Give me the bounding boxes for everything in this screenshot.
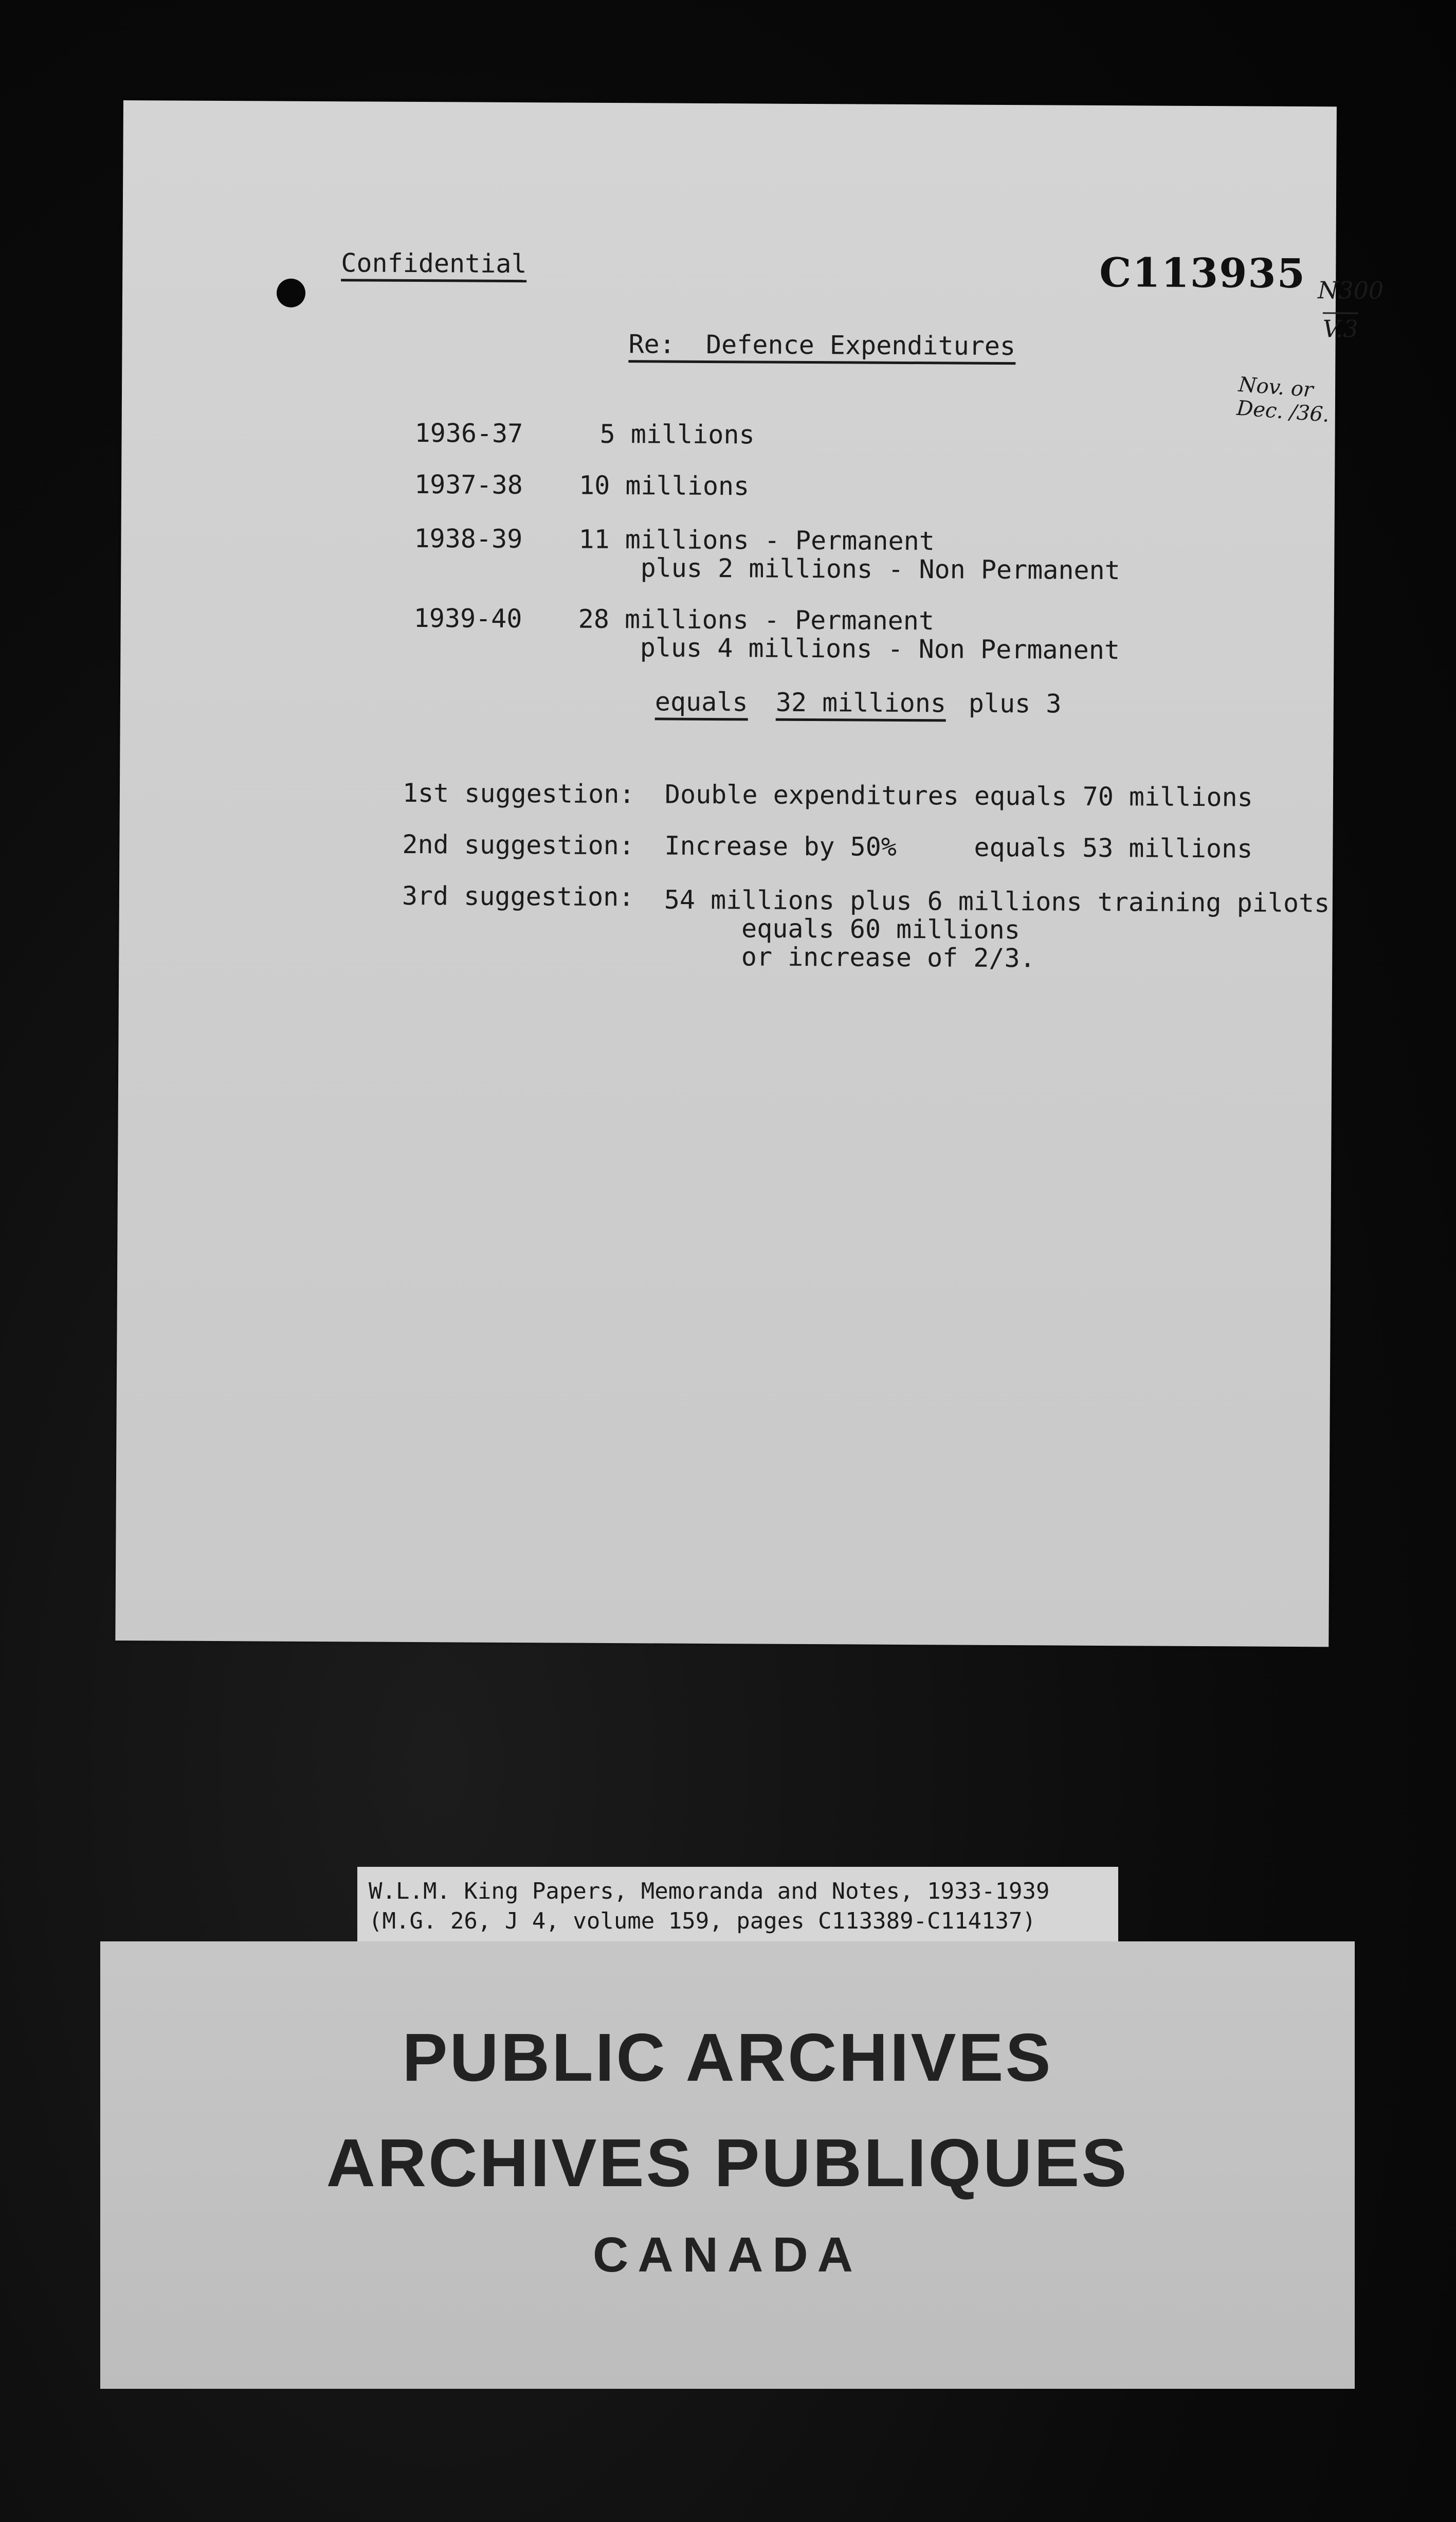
year-label: 1938-39 [414, 523, 523, 554]
plate-title-english: PUBLIC ARCHIVES [402, 2020, 1053, 2095]
year-amount: 5 millions [599, 419, 755, 450]
suggestion-label: 3rd suggestion: [402, 880, 634, 912]
subject-heading: Re: Defence Expenditures [628, 329, 1015, 361]
year-amount-continued: plus 4 millions - Non Permanent [578, 632, 1120, 665]
handwritten-note-volume: V.3 [1323, 312, 1358, 343]
suggestion-text-continued: equals 60 millions [664, 913, 1021, 945]
year-amount: 10 millions [578, 470, 750, 501]
handwritten-note-date: Nov. or Dec. /36. [1235, 372, 1331, 427]
public-archives-plate [100, 1941, 1355, 2389]
suggestion-label: 1st suggestion: [402, 778, 635, 809]
document-stamp-number: C113935 [1099, 249, 1306, 298]
total-equals: equals [655, 687, 748, 717]
handwritten-note-file: N300 [1317, 276, 1384, 304]
archive-reference-line: (M.G. 26, J 4, volume 159, pages C113389-C114137) [369, 1908, 1036, 1934]
year-amount-continued: plus 2 millions - Non Permanent [578, 552, 1120, 586]
year-label: 1936-37 [414, 418, 523, 449]
year-label: 1937-38 [414, 469, 523, 500]
plate-title-french: ARCHIVES PUBLIQUES [326, 2125, 1129, 2201]
plate-country: CANADA [593, 2227, 862, 2282]
year-amount: 11 millions - Permanent [578, 524, 935, 556]
suggestion-text: 54 millions plus 6 millions training pilots [664, 885, 1330, 918]
total-plus: plus 3 [968, 688, 1062, 719]
suggestion-text: Increase by 50% equals 53 millions [664, 831, 1253, 864]
memo-sheet [115, 100, 1384, 1647]
archive-reference-line: W.L.M. King Papers, Memoranda and Notes, 1933-1939 [369, 1878, 1050, 1904]
year-amount: 28 millions - Permanent [578, 604, 935, 636]
year-label: 1939-40 [413, 603, 522, 634]
confidential-heading: Confidential [341, 248, 527, 279]
suggestion-label: 2nd suggestion: [402, 829, 635, 861]
suggestion-text-continued: or increase of 2/3. [664, 941, 1035, 974]
punch-hole [277, 279, 305, 308]
total-amount: 32 millions [776, 688, 946, 718]
archive-reference-label [357, 1867, 1118, 1944]
suggestion-text: Double expenditures equals 70 millions [664, 779, 1253, 813]
